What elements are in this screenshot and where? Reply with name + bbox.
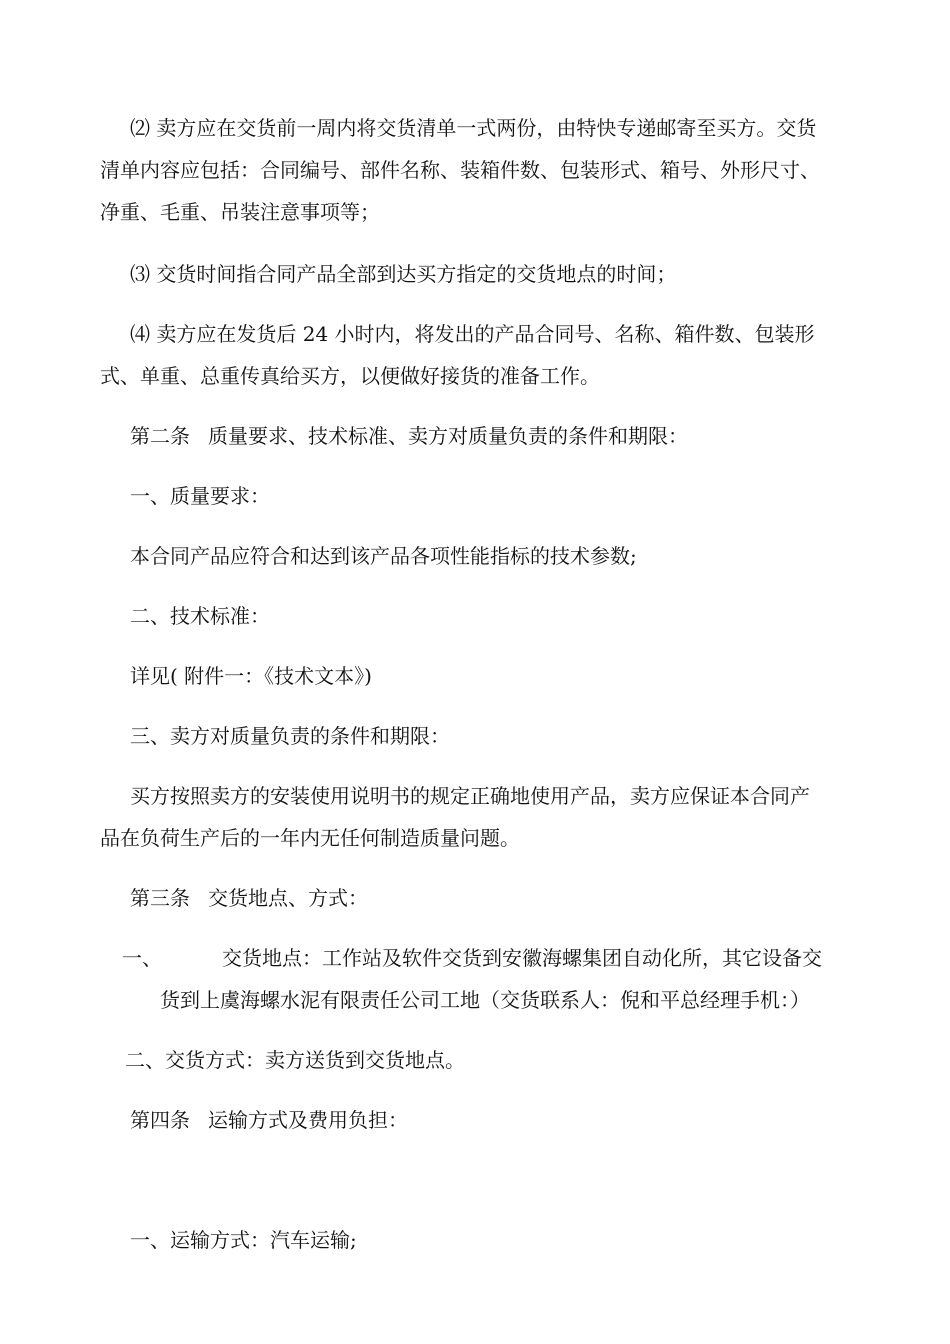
paragraph-2-line-1: ⑵ 卖方应在交货前一周内将交货清单一式两份，由特快专递邮寄至买方。交货: [130, 116, 817, 140]
technical-standard-text: 详见( 附件一：《技术文本》): [130, 664, 372, 688]
paragraph-2-line-2: 清单内容应包括：合同编号、部件名称、装箱件数、包装形式、箱号、外形尺寸、: [100, 158, 820, 182]
delivery-method: 二、交货方式：卖方送货到交货地点。: [125, 1048, 465, 1072]
paragraph-3-line-1: ⑶ 交货时间指合同产品全部到达买方指定的交货地点的时间；: [130, 262, 677, 286]
article-4-number: 第四条: [130, 1108, 190, 1132]
quality-requirement-heading: 一、质量要求：: [130, 484, 270, 508]
article-3-number: 第三条: [130, 886, 190, 910]
quality-responsibility-heading: 三、卖方对质量负责的条件和期限：: [130, 724, 450, 748]
paragraph-4-line-1: ⑷ 卖方应在发货后 24 小时内，将发出的产品合同号、名称、箱件数、包装形: [130, 322, 815, 346]
delivery-place-line-1: [122, 946, 822, 970]
quality-requirement-text: 本合同产品应符合和达到该产品各项性能指标的技术参数;: [130, 544, 637, 568]
article-3-title: 交货地点、方式：: [208, 886, 368, 910]
article-4-heading: [130, 1108, 408, 1132]
delivery-place-marker: 一、: [122, 946, 162, 970]
paragraph-4-line-2: 式、单重、总重传真给买方，以便做好接货的准备工作。: [100, 364, 600, 388]
article-2-heading: [130, 424, 688, 448]
article-3-heading: [130, 886, 368, 910]
transport-method: 一、运输方式：汽车运输;: [130, 1228, 357, 1252]
quality-responsibility-line-2: 品在负荷生产后的一年内无任何制造质量问题。: [100, 826, 520, 850]
technical-standard-heading: 二、技术标准：: [130, 604, 270, 628]
paragraph-2-line-3: 净重、毛重、吊装注意事项等；: [100, 200, 380, 224]
article-2-title: 质量要求、技术标准、卖方对质量负责的条件和期限：: [208, 424, 688, 448]
quality-responsibility-line-1: 买方按照卖方的安装使用说明书的规定正确地使用产品，卖方应保证本合同产: [130, 784, 810, 808]
article-2-number: 第二条: [130, 424, 190, 448]
delivery-place-line-2: 货到上虞海螺水泥有限责任公司工地（交货联系人：倪和平总经理手机：）: [160, 988, 810, 1012]
article-4-title: 运输方式及费用负担：: [208, 1108, 408, 1132]
delivery-place-text-1: 交货地点：工作站及软件交货到安徽海螺集团自动化所，其它设备交: [222, 946, 822, 970]
